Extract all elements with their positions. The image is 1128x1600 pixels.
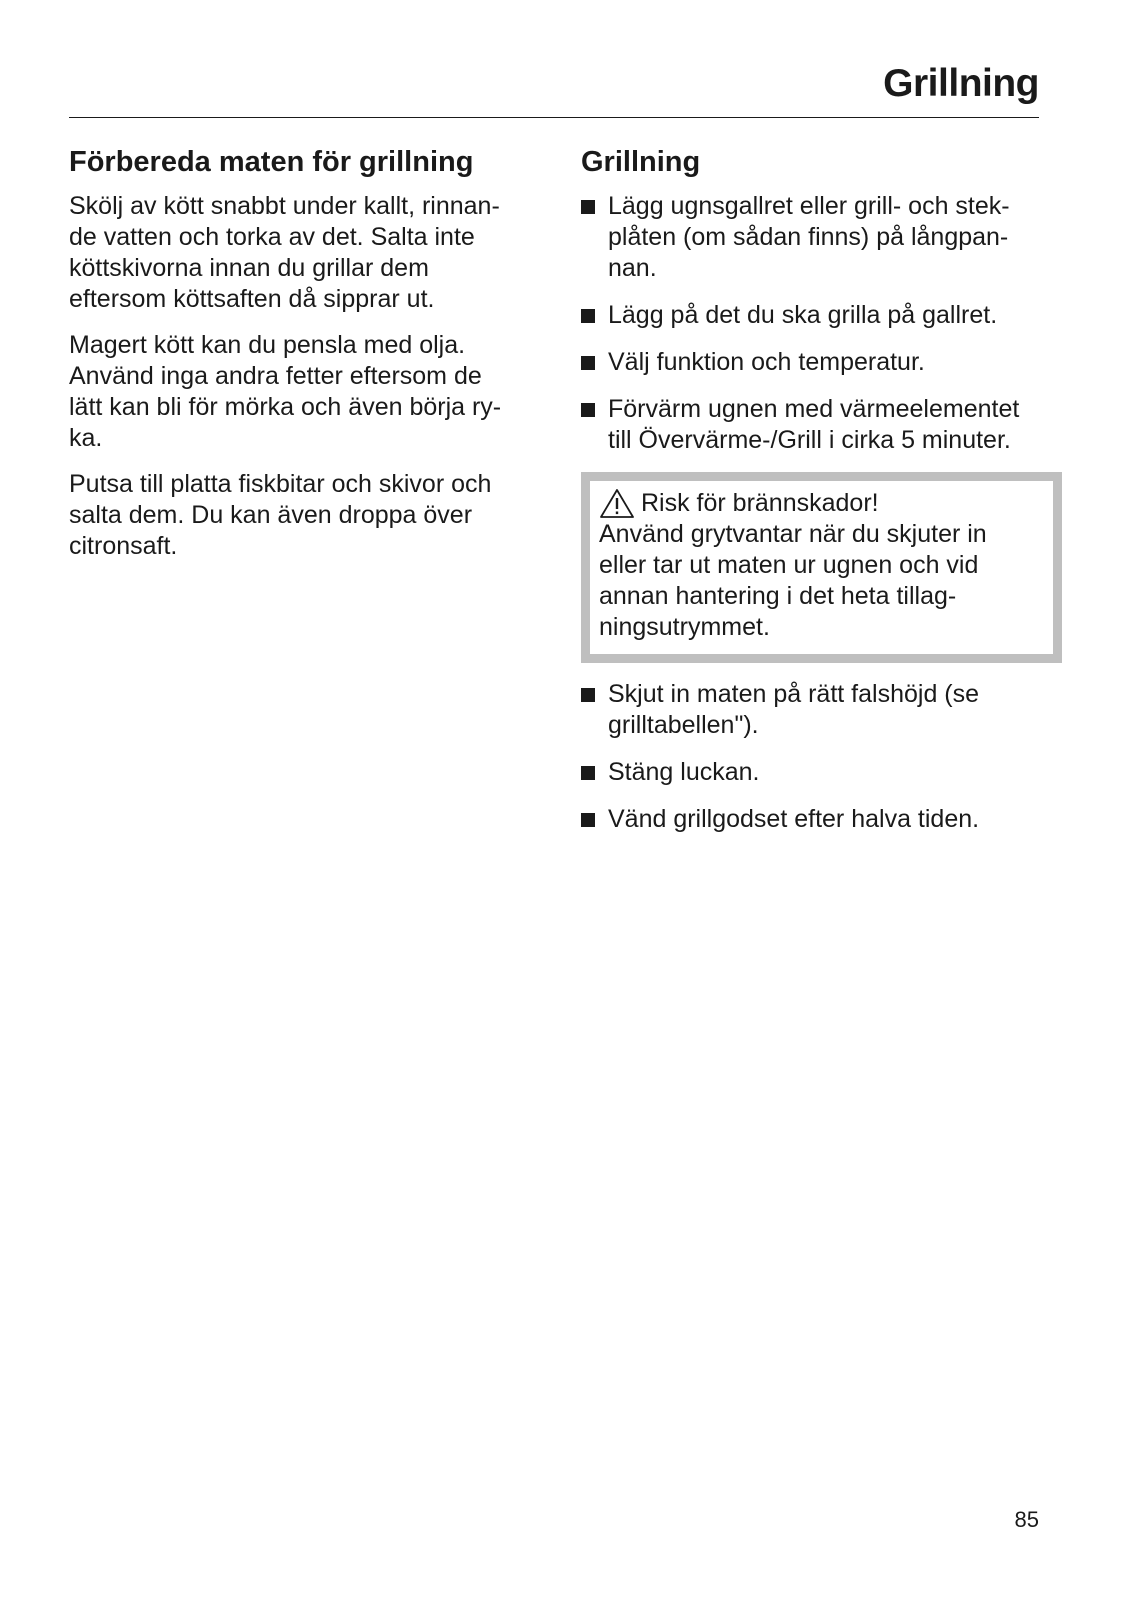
list-item	[581, 757, 1051, 788]
paragraph-rinse-meat: Skölj av kött snabbt under kallt, rinnan- de vatten och torka av det. Salta inte köttskivorna innan du grillar dem eftersom köttsaften då sipprar ut.	[69, 192, 500, 314]
left-column	[69, 146, 539, 577]
square-bullet-icon	[581, 688, 595, 702]
section-heading-grilling: Grillning	[581, 146, 701, 178]
warning-text: Använd grytvantar när du skjuter in eller tar ut maten ur ugnen och vid annan hantering i det heta tillag- ningsutrymmet.	[599, 520, 987, 642]
step-text: Lägg på det du ska grilla på gallret.	[608, 301, 998, 330]
square-bullet-icon	[581, 309, 595, 323]
warning-triangle-icon	[599, 488, 635, 519]
step-text: Skjut in maten på rätt falshöjd (se grilltabellen").	[608, 680, 980, 740]
square-bullet-icon	[581, 403, 595, 417]
page-number: 85	[1014, 1507, 1039, 1532]
section-heading-preparation: Förbereda maten för grillning	[69, 146, 474, 178]
square-bullet-icon	[581, 766, 595, 780]
paragraph-fish: Putsa till platta fiskbitar och skivor och salta dem. Du kan även droppa över citronsaft.	[69, 470, 492, 561]
square-bullet-icon	[581, 813, 595, 827]
list-item	[581, 804, 1051, 835]
warning-box	[581, 472, 1062, 663]
square-bullet-icon	[581, 200, 595, 214]
step-text: Stäng luckan.	[608, 758, 760, 787]
list-item	[581, 300, 1051, 331]
list-item	[581, 347, 1051, 378]
square-bullet-icon	[581, 356, 595, 370]
warning-title: Risk för brännskador!	[641, 489, 879, 518]
list-item	[581, 679, 1051, 741]
step-text: Förvärm ugnen med värmeelementet till Övervärme-/Grill i cirka 5 minuter.	[608, 395, 1020, 455]
step-text: Lägg ugnsgallret eller grill- och stek- plåten (om sådan finns) på långpan- nan.	[608, 192, 1010, 283]
step-text: Välj funktion och temperatur.	[608, 348, 925, 377]
step-text: Vänd grillgodset efter halva tiden.	[608, 805, 980, 834]
list-item	[581, 394, 1051, 456]
warning-header	[599, 488, 1044, 519]
steps-list-before	[581, 191, 1051, 456]
header-divider	[69, 117, 1039, 118]
steps-list-after	[581, 679, 1051, 835]
list-item	[581, 191, 1051, 284]
right-column	[581, 146, 1051, 851]
paragraph-oil-meat: Magert kött kan du pensla med olja. Använd inga andra fetter eftersom de lätt kan bli för mörka och även börja ry- ka.	[69, 331, 502, 453]
page-header-title: Grillning	[883, 62, 1039, 105]
